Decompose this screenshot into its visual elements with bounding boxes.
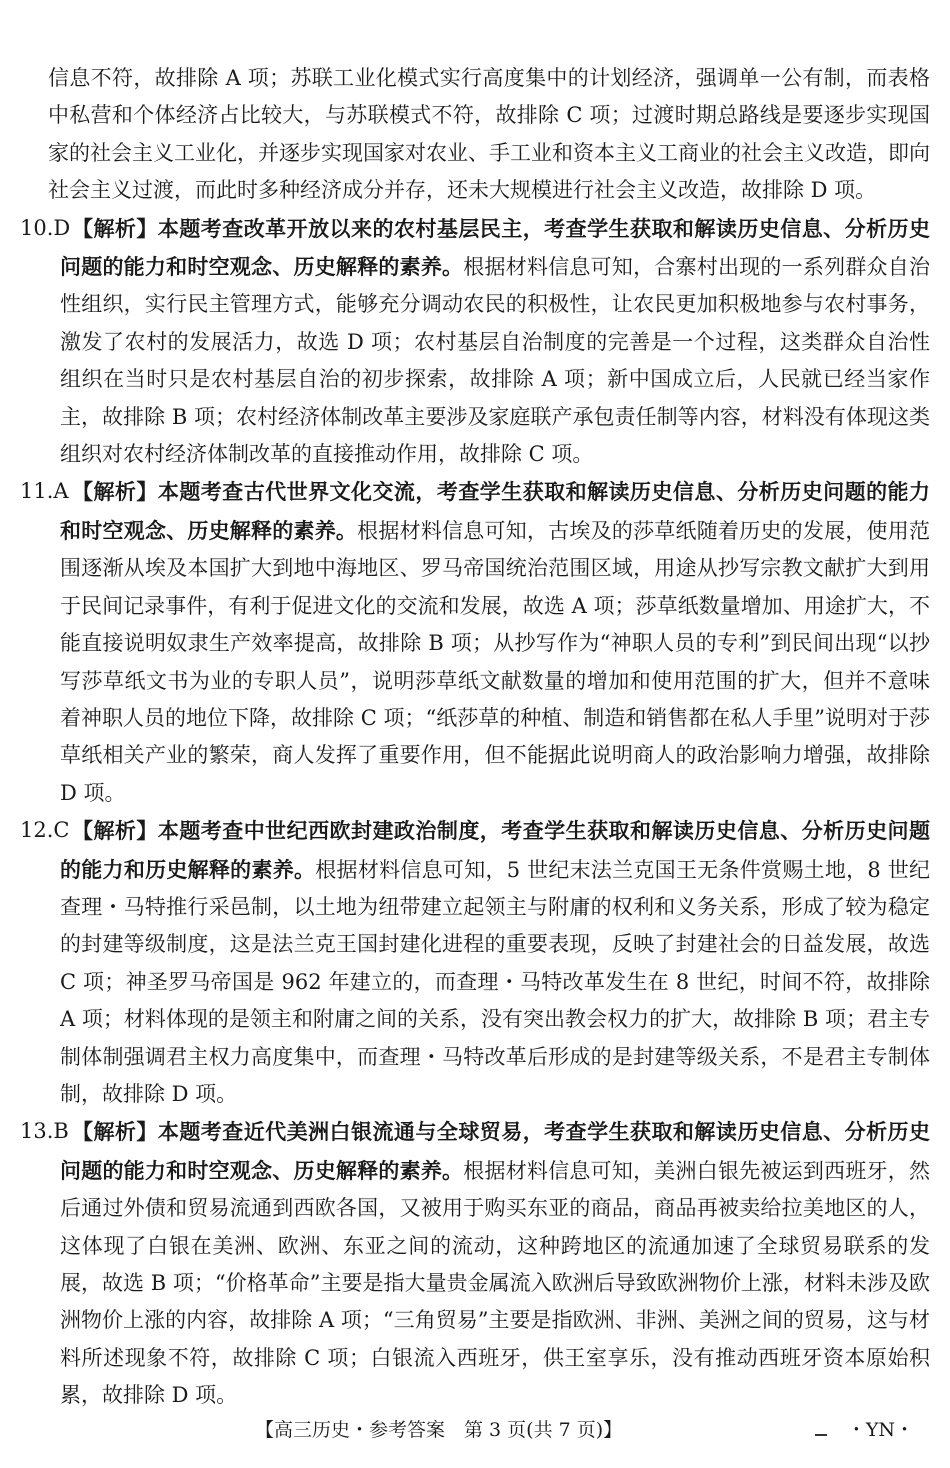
answer-item-12 bbox=[20, 812, 930, 1113]
item-body: 根据材料信息可知，5 世纪末法兰克国王无条件赏赐土地，8 世纪查理・马特推行采邑制，以土地为纽带建立起领主与附庸的权利和义务关系，形成了较为稳定的封建等级制度，这是法兰克王国封建化进程的重要表现，反映了封建社会的日益发展，故选 C 项；神圣罗马帝国是 962 年建立的，而查理・马特改革发生在 8 世纪，时间不符，故排除 A 项；材料体现的是领主和附庸之间的关系，没有突出教会权力的扩大，故排除 B 项；君主专制体制强调君主权力高度集中，而查理・马特改革后形成的是封建等级关系，不是君主专制体制，故排除 D 项。 bbox=[60, 857, 930, 1106]
answer-item-11 bbox=[20, 473, 930, 812]
footer-region-code: ・YN・ bbox=[846, 1419, 914, 1441]
item-number: 11.A bbox=[20, 479, 69, 504]
item-number: 12.C bbox=[20, 818, 70, 843]
analysis-tag: 【解析】 bbox=[72, 479, 158, 505]
item-number: 13.B bbox=[20, 1119, 69, 1144]
item-number: 10.D bbox=[20, 215, 71, 240]
analysis-tag: 【解析】 bbox=[72, 215, 158, 241]
item-lead: 本题考查中世纪西欧封建政治制度，考查学生获取和解读历史信息、分析历史问题的能力和历史解释的素养。 bbox=[60, 818, 931, 882]
item-lead: 本题考查古代世界文化交流，考查学生获取和解读历史信息、分析历史问题的能力和时空观念、历史解释的素养。 bbox=[60, 479, 931, 543]
footer-dash-mark bbox=[815, 1434, 827, 1436]
item-body: 根据材料信息可知，合寨村出现的一系列群众自治性组织，实行民主管理方式，能够充分调动农民的积极性，让农民更加积极地参与农村事务，激发了农村的发展活力，故选 D 项；农村基层自治制度的完善是一个过程，这类群众自治性组织在当时只是农村基层自治的初步探索，故排除 A 项；新中国成立后，人民就已经当家作主，故排除 B 项；农村经济体制改革主要涉及家庭联产承包责任制等内容，材料没有体现这类组织对农村经济体制改革的直接推动作用，故排除 C 项。 bbox=[60, 255, 931, 467]
intro-paragraph: 信息不符，故排除 A 项；苏联工业化模式实行高度集中的计划经济，强调单一公有制，而表格中私营和个体经济占比较大，与苏联模式不符，故排除 C 项；过渡时期总路线是要逐步实现国家的社会主义工业化，并逐步实现国家对农业、手工业和资本主义工商业的社会主义改造，即向社会主义过渡，而此时多种经济成分并存，还未大规模进行社会主义改造，故排除 D 项。 bbox=[48, 66, 930, 203]
item-body: 根据材料信息可知，古埃及的莎草纸随着历史的发展，使用范围逐渐从埃及本国扩大到地中海地区、罗马帝国统治范围区域，用途从抄写宗教文献扩大到用于民间记录事件，有利于促进文化的交流和发展，故选 A 项；莎草纸数量增加、用途扩大，不能直接说明奴隶生产效率提高，故排除 B 项；从抄写作为“神职人员的专利”到民间出现“以抄写莎草纸文书为业的专职人员”，说明莎草纸文献数量的增加和使用范围的扩大，但并不意味着神职人员的地位下降，故排除 C 项；“纸莎草的种植、制造和销售都在私人手里”说明对于莎草纸相关产业的繁荣，商人发挥了重要作用，但不能据此说明商人的政治影响力增强，故排除 D 项。 bbox=[60, 518, 931, 805]
answer-content bbox=[20, 60, 930, 1415]
answer-item-10 bbox=[20, 210, 930, 474]
analysis-tag: 【解析】 bbox=[72, 1119, 158, 1145]
item-lead: 本题考查近代美洲白银流通与全球贸易，考查学生获取和解读历史信息、分析历史问题的能力和时空观念、历史解释的素养。 bbox=[60, 1119, 931, 1183]
page-footer bbox=[0, 1414, 950, 1446]
answer-item-13 bbox=[20, 1113, 930, 1414]
analysis-tag: 【解析】 bbox=[72, 818, 158, 844]
footer-page-info: 【高三历史・参考答案 第 3 页(共 7 页)】 bbox=[255, 1419, 623, 1441]
item-lead: 本题考查改革开放以来的农村基层民主，考查学生获取和解读历史信息、分析历史问题的能力和时空观念、历史解释的素养。 bbox=[60, 215, 931, 280]
item-body: 根据材料信息可知，美洲白银先被运到西班牙，然后通过外债和贸易流通到西欧各国，又被用于购买东亚的商品，商品再被卖给拉美地区的人，这体现了白银在美洲、欧洲、东亚之间的流动，这种跨地区的流通加速了全球贸易联系的发展，故选 B 项；“价格革命”主要是指大量贵金属流入欧洲后导致欧洲物价上涨，材料未涉及欧洲物价上涨的内容，故排除 A 项；“三角贸易”主要是指欧洲、非洲、美洲之间的贸易，这与材料所述现象不符，故排除 C 项；白银流入西班牙，供王室享乐，没有推动西班牙资本原始积累，故排除 D 项。 bbox=[60, 1158, 931, 1408]
